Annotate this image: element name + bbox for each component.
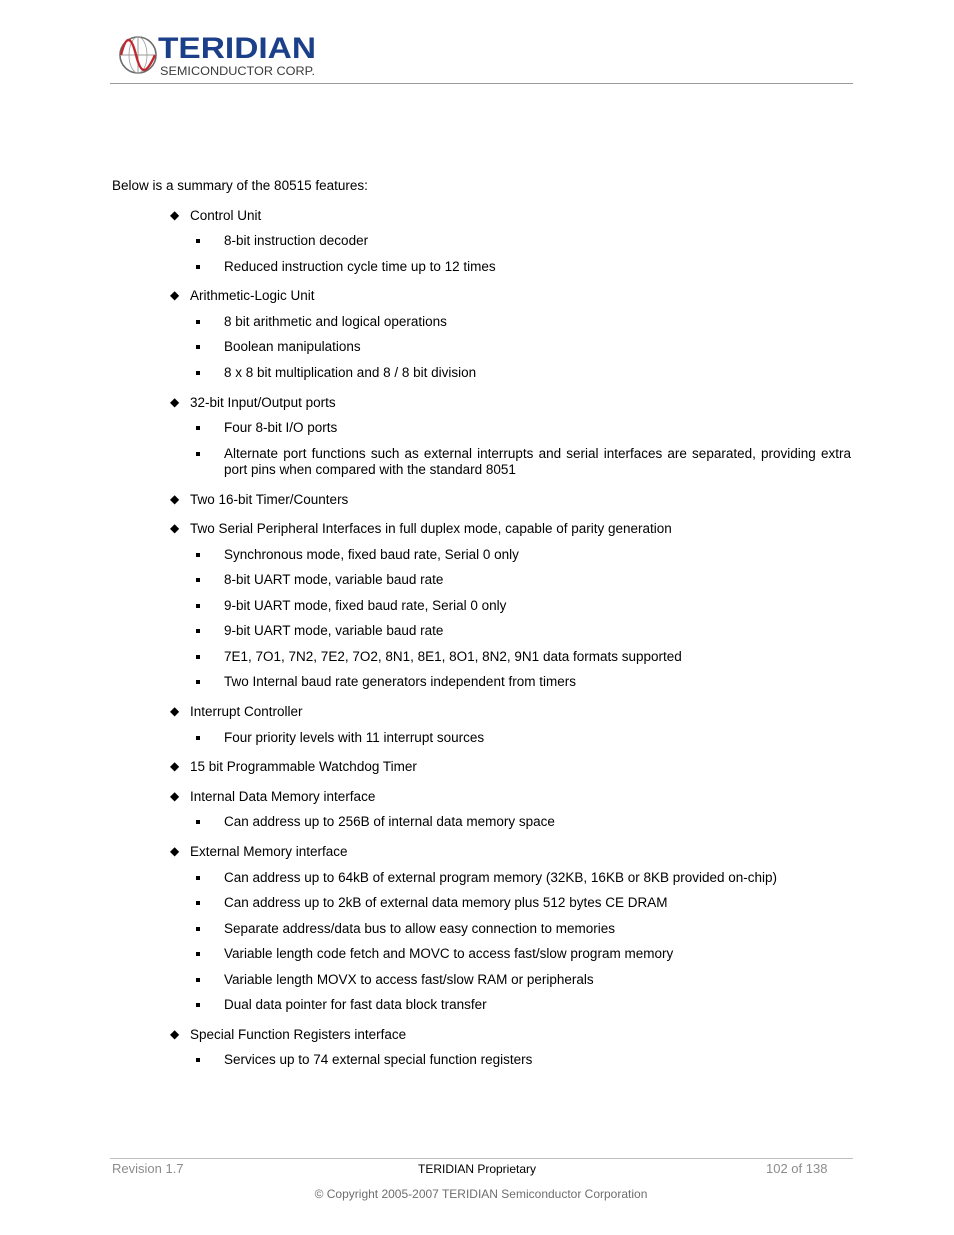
sub-feature-label: Separate address/data bus to allow easy connection to memories bbox=[224, 921, 615, 936]
feature-label: Interrupt Controller bbox=[190, 704, 303, 719]
square-bullet-icon bbox=[196, 629, 200, 633]
sub-feature-label: Alternate port functions such as external interrupts and serial interfaces are separated, providing extra port pins when compared with the standard 8051 bbox=[224, 446, 851, 477]
sub-feature-label: 8 bit arithmetic and logical operations bbox=[224, 314, 447, 329]
square-bullet-icon bbox=[196, 239, 200, 243]
sub-feature-label: 7E1, 7O1, 7N2, 7E2, 7O2, 8N1, 8E1, 8O1, 8N2, 9N1 data formats supported bbox=[224, 649, 682, 664]
square-bullet-icon bbox=[196, 345, 200, 349]
header-divider bbox=[110, 83, 853, 84]
sine-wave-globe-icon bbox=[120, 37, 156, 73]
intro-paragraph: Below is a summary of the 80515 features: bbox=[112, 178, 368, 193]
footer-divider bbox=[110, 1158, 853, 1159]
diamond-bullet-icon: ◆ bbox=[170, 704, 180, 718]
footer-copyright: © Copyright 2005-2007 TERIDIAN Semiconductor Corporation bbox=[314, 1187, 648, 1201]
sub-feature-label: Can address up to 2kB of external data memory plus 512 bytes CE DRAM bbox=[224, 895, 668, 910]
square-bullet-icon bbox=[196, 553, 200, 557]
feature-label: 15 bit Programmable Watchdog Timer bbox=[190, 759, 417, 774]
page-header bbox=[0, 0, 954, 90]
feature-label: Two 16-bit Timer/Counters bbox=[190, 492, 349, 507]
square-bullet-icon bbox=[196, 901, 200, 905]
sub-feature-label: Boolean manipulations bbox=[224, 339, 361, 354]
sub-feature-label: 8-bit instruction decoder bbox=[224, 233, 369, 248]
sub-feature-label: Services up to 74 external special function registers bbox=[224, 1052, 533, 1067]
diamond-bullet-icon: ◆ bbox=[170, 395, 180, 409]
sub-feature-label: Four 8-bit I/O ports bbox=[224, 420, 338, 435]
square-bullet-icon bbox=[196, 952, 200, 956]
diamond-bullet-icon: ◆ bbox=[170, 492, 180, 506]
sub-feature-label: Reduced instruction cycle time up to 12 times bbox=[224, 259, 496, 274]
diamond-bullet-icon: ◆ bbox=[170, 521, 180, 535]
sub-feature-label: 8 x 8 bit multiplication and 8 / 8 bit division bbox=[224, 365, 477, 380]
square-bullet-icon bbox=[196, 371, 200, 375]
square-bullet-icon bbox=[196, 320, 200, 324]
footer-revision: Revision 1.7 bbox=[112, 1161, 184, 1176]
sub-feature-label: Can address up to 256B of internal data memory space bbox=[224, 814, 555, 829]
feature-label: Internal Data Memory interface bbox=[190, 789, 376, 804]
sub-feature-label: Four priority levels with 11 interrupt sources bbox=[224, 730, 485, 745]
teridian-logo bbox=[117, 30, 327, 80]
diamond-bullet-icon: ◆ bbox=[170, 288, 180, 302]
feature-label: Special Function Registers interface bbox=[190, 1027, 407, 1042]
diamond-bullet-icon: ◆ bbox=[170, 1027, 180, 1041]
sub-feature-label: Two Internal baud rate generators independent from timers bbox=[224, 674, 576, 689]
diamond-bullet-icon: ◆ bbox=[170, 208, 180, 222]
square-bullet-icon bbox=[196, 1058, 200, 1062]
diamond-bullet-icon: ◆ bbox=[170, 844, 180, 858]
diamond-bullet-icon: ◆ bbox=[170, 759, 180, 773]
footer-page-number: 102 of 138 bbox=[766, 1161, 828, 1176]
sub-feature-label: Can address up to 64kB of external program memory (32KB, 16KB or 8KB provided on-chip) bbox=[224, 870, 778, 885]
square-bullet-icon bbox=[196, 1003, 200, 1007]
square-bullet-icon bbox=[196, 876, 200, 880]
logo-wordmark: TERIDIAN bbox=[158, 32, 316, 65]
square-bullet-icon bbox=[196, 426, 200, 430]
sub-feature-label: 8-bit UART mode, variable baud rate bbox=[224, 572, 444, 587]
sub-feature-label: Dual data pointer for fast data block transfer bbox=[224, 997, 487, 1012]
square-bullet-icon bbox=[196, 680, 200, 684]
footer-proprietary: TERIDIAN Proprietary bbox=[417, 1162, 537, 1176]
logo-tagline: SEMICONDUCTOR CORP. bbox=[160, 66, 315, 78]
feature-label: Control Unit bbox=[190, 208, 262, 223]
sub-feature-label: 9-bit UART mode, fixed baud rate, Serial 0 only bbox=[224, 598, 507, 613]
sub-feature-label: Synchronous mode, fixed baud rate, Serial 0 only bbox=[224, 547, 519, 562]
sub-feature-label: Variable length MOVX to access fast/slow RAM or peripherals bbox=[224, 972, 594, 987]
feature-label: Arithmetic-Logic Unit bbox=[190, 288, 315, 303]
square-bullet-icon bbox=[196, 578, 200, 582]
feature-label: Two Serial Peripheral Interfaces in full duplex mode, capable of parity generation bbox=[190, 521, 672, 536]
feature-label: 32-bit Input/Output ports bbox=[190, 395, 336, 410]
square-bullet-icon bbox=[196, 927, 200, 931]
square-bullet-icon bbox=[196, 604, 200, 608]
square-bullet-icon bbox=[196, 820, 200, 824]
sub-feature-label: Variable length code fetch and MOVC to access fast/slow program memory bbox=[224, 946, 674, 961]
diamond-bullet-icon: ◆ bbox=[170, 789, 180, 803]
square-bullet-icon bbox=[196, 265, 200, 269]
square-bullet-icon bbox=[196, 655, 200, 659]
square-bullet-icon bbox=[196, 736, 200, 740]
feature-label: External Memory interface bbox=[190, 844, 348, 859]
square-bullet-icon bbox=[196, 452, 200, 456]
sub-feature-label: 9-bit UART mode, variable baud rate bbox=[224, 623, 444, 638]
square-bullet-icon bbox=[196, 978, 200, 982]
